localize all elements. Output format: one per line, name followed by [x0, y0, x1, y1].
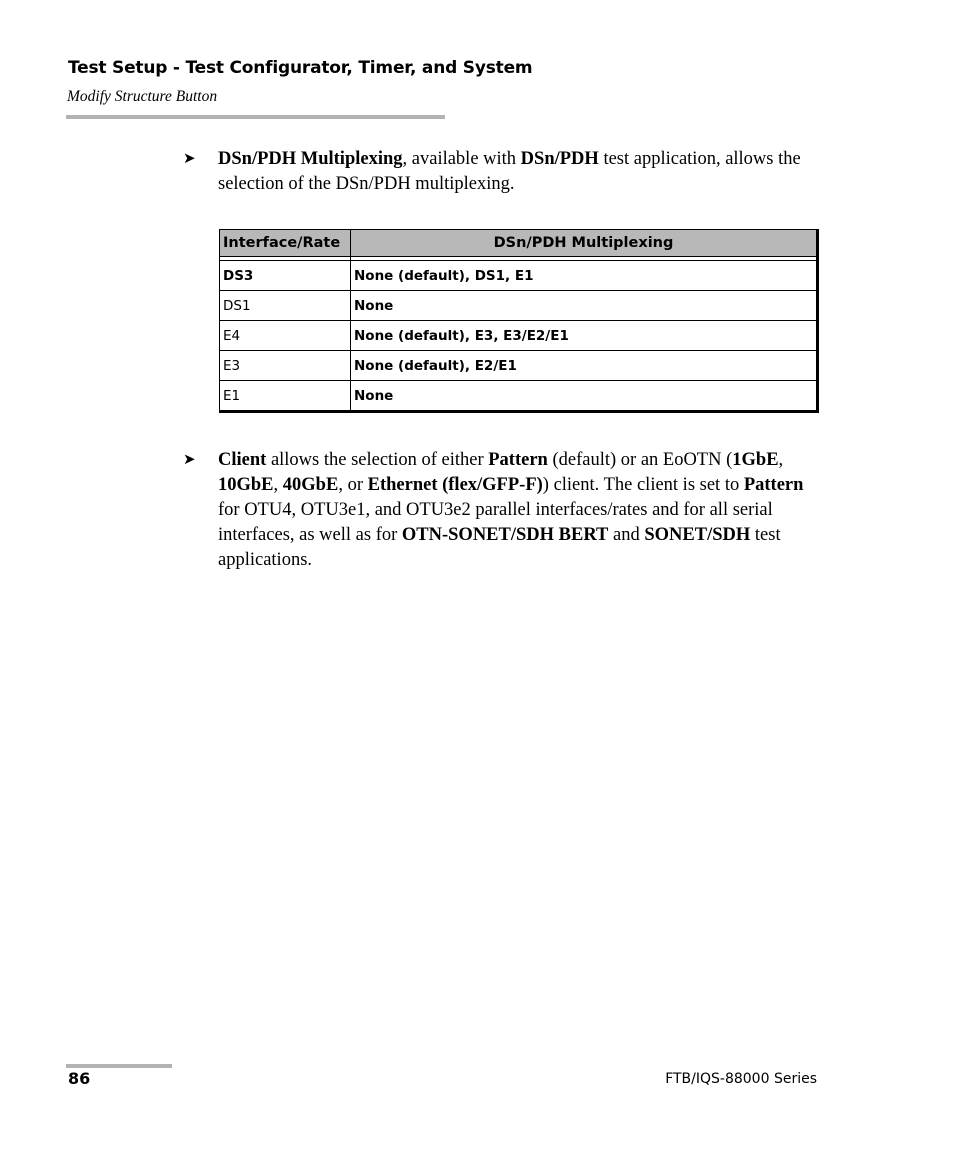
page-number: 86 — [68, 1069, 91, 1088]
bullet-dsn-pdh-multiplexing — [218, 147, 818, 197]
term-1gbe: 1GbE — [732, 450, 779, 470]
page-header-title: Test Setup - Test Configurator, Timer, and System — [68, 58, 533, 78]
term-dsn-pdh-multiplexing: DSn/PDH Multiplexing — [218, 149, 403, 169]
cell-rate: DS3 — [220, 261, 351, 291]
table-row — [220, 351, 818, 381]
table-row — [220, 291, 818, 321]
bullet-client — [218, 448, 818, 573]
text: , available with — [402, 149, 521, 169]
bullet-arrow-icon: ➤ — [183, 452, 196, 468]
text: (default) or an EoOTN ( — [547, 450, 733, 470]
cell-rate: DS1 — [220, 291, 351, 321]
cell-rate: E4 — [220, 321, 351, 351]
column-header-interface-rate: Interface/Rate — [220, 230, 351, 257]
text: , — [273, 475, 283, 495]
cell-mux: None — [351, 381, 818, 412]
text: and — [608, 525, 645, 545]
cell-mux: None (default), E3, E3/E2/E1 — [351, 321, 818, 351]
text: test application, allows the selection of the DSn/PDH multiplexing. — [218, 149, 801, 194]
term-client: Client — [218, 450, 267, 470]
text: , or — [338, 475, 368, 495]
bullet-arrow-icon: ➤ — [183, 151, 196, 167]
text: , — [778, 450, 784, 470]
text: ) client. The client is set to — [542, 475, 744, 495]
cell-mux: None — [351, 291, 818, 321]
product-series: FTB/IQS-88000 Series — [665, 1071, 817, 1087]
table-header-row — [220, 230, 818, 257]
term-pattern: Pattern — [488, 450, 548, 470]
term-10gbe: 10GbE — [218, 475, 274, 495]
cell-rate: E1 — [220, 381, 351, 412]
term-ethernet-flex-gfp-f: Ethernet (flex/GFP-F) — [367, 475, 543, 495]
table-row — [220, 381, 818, 412]
table-row — [220, 321, 818, 351]
term-sonet-sdh: SONET/SDH — [644, 525, 751, 545]
cell-rate: E3 — [220, 351, 351, 381]
page-header-subtitle: Modify Structure Button — [67, 88, 218, 105]
text: allows the selection of either — [266, 450, 489, 470]
footer-rule — [66, 1064, 172, 1068]
header-rule — [66, 115, 445, 119]
column-header-dsn-pdh-multiplexing: DSn/PDH Multiplexing — [351, 230, 818, 257]
term-40gbe: 40GbE — [282, 475, 339, 495]
cell-mux: None (default), DS1, E1 — [351, 261, 818, 291]
text: for OTU4, OTU3e1, and OTU3e2 parallel interfaces/rates and for all serial interfaces, as well as for — [218, 500, 773, 545]
term-dsn-pdh: DSn/PDH — [520, 149, 599, 169]
term-pattern: Pattern — [743, 475, 804, 495]
cell-mux: None (default), E2/E1 — [351, 351, 818, 381]
table-row — [220, 261, 818, 291]
text: test applications. — [218, 525, 781, 570]
term-otn-sonet-sdh-bert: OTN-SONET/SDH BERT — [401, 525, 609, 545]
dsn-pdh-multiplexing-table — [219, 229, 819, 413]
